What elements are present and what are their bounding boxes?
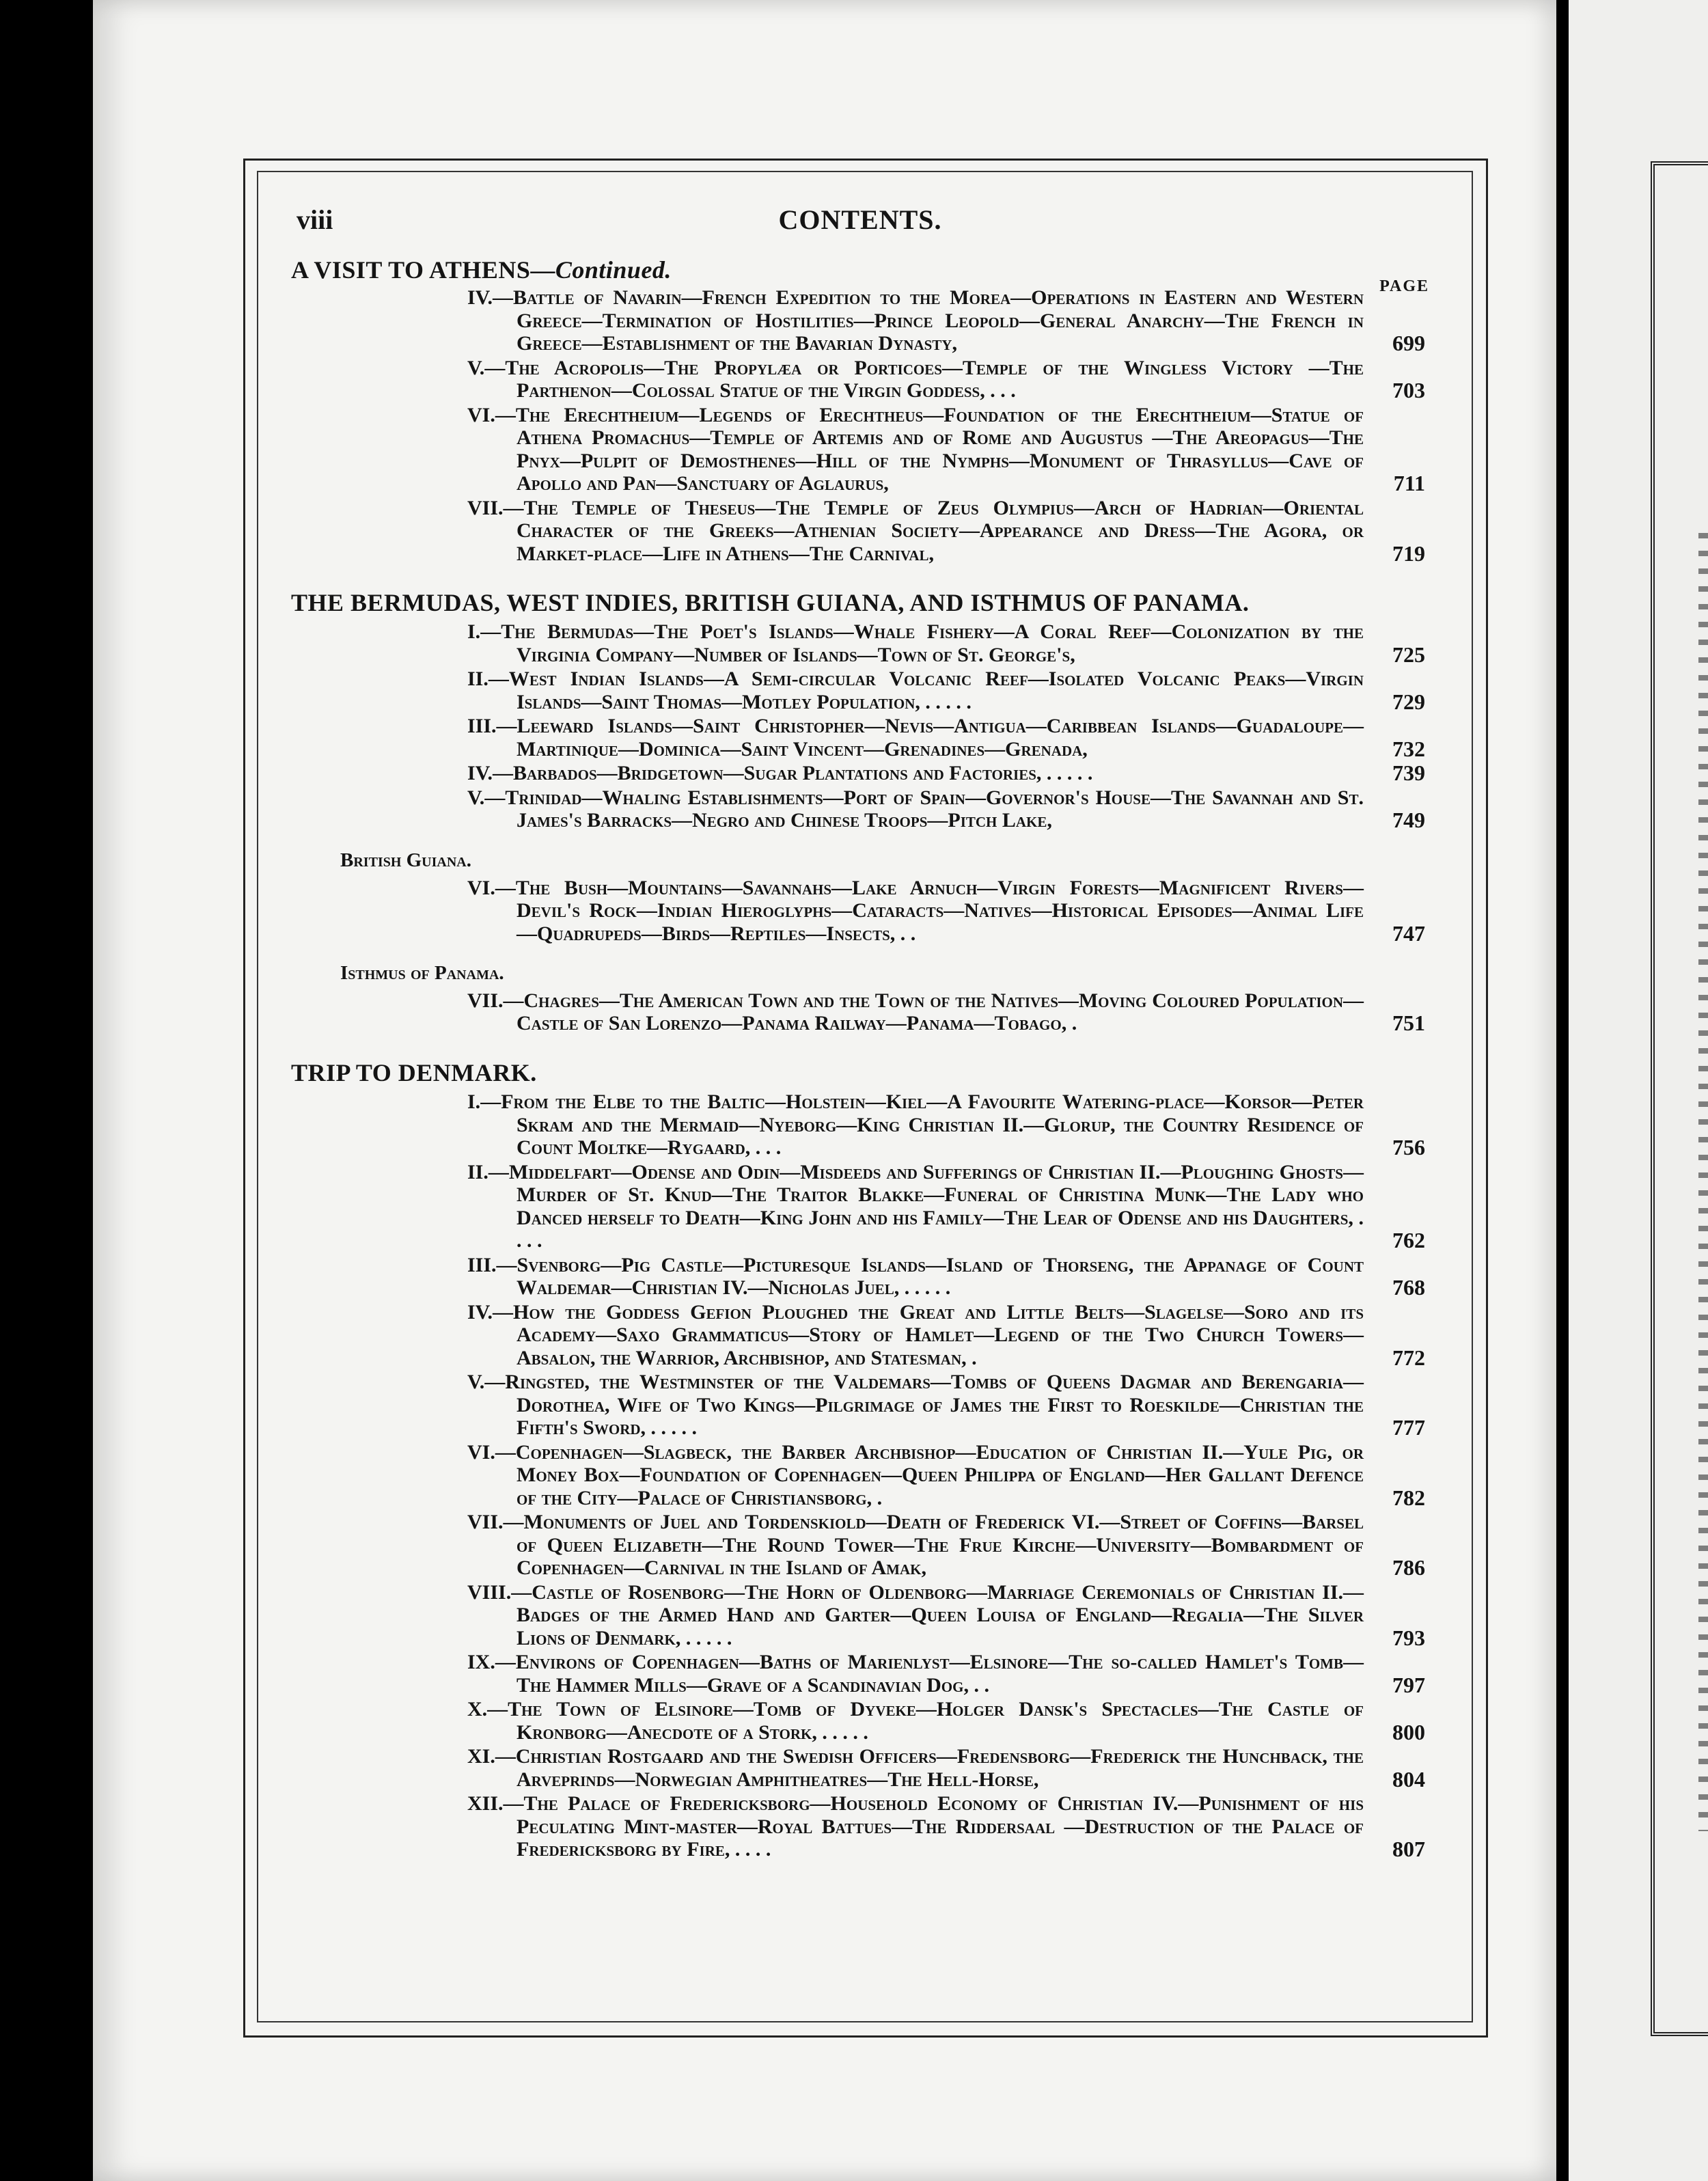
chapter-summary: —Castle of Rosenborg—The Horn of Oldenborg—Marriage Ceremonials of Christian II.—Badges of the Armed Hand and Garter—Queen Louisa of England—Regalia—The Silver Lions of Denmark, . . . . .: [511, 1580, 1364, 1649]
section-title-text: THE BERMUDAS, WEST INDIES, BRITISH GUIANA, AND ISTHMUS OF PANAMA.: [291, 589, 1250, 617]
toc-entry: [291, 1581, 1429, 1650]
chapter-summary: —Barbados—Bridgetown—Sugar Plantations and Factories, . . . . .: [492, 762, 1093, 785]
toc-entry: [291, 989, 1429, 1035]
page-number: 762: [1392, 1228, 1425, 1253]
page-number: 749: [1392, 808, 1425, 833]
chapter-summary: —Ringsted, the Westminster of the Valdemars—Tombs of Queens Dagmar and Berengaria—Dorothea, Wife of Two Kings—Pilgrimage of James the First to Roeskilde—Christian the Fifth's Sword, . . . . .: [484, 1371, 1364, 1440]
toc-entry: [291, 1090, 1429, 1160]
page-number: 800: [1392, 1719, 1425, 1744]
chapter-summary: —The Erechtheium—Legends of Erechtheus—Foundation of the Erechtheium—Statue of Athena Promachus—Temple of Artemis and of Rome and Augustus —The Areopagus—The Pnyx—Pulpit of Demosthenes—Hill of the Nymphs—Monument of Thrasyllus—Cave of Apollo and Pan—Sanctuary of Aglaurus,: [495, 403, 1364, 495]
chapter-summary: —Monuments of Juel and Tordenskiold—Death of Frederick VI.—Street of Coffins—Barsel of Queen Elizabeth—The Round Tower—The Frue Kirche—University—Bombardment of Copenhagen—Carnival in the Island of Amak,: [503, 1511, 1364, 1580]
toc-entry: [291, 1792, 1429, 1861]
page-number: 797: [1392, 1672, 1425, 1697]
chapter-number: IV.: [467, 286, 493, 310]
page-number: 732: [1392, 736, 1425, 761]
page-number: 719: [1392, 540, 1425, 566]
toc-entry: [291, 786, 1429, 832]
toc-entry: [291, 762, 1429, 785]
toc-entry: [291, 715, 1429, 760]
chapter-number: V.: [467, 356, 485, 379]
page-column-label: PAGE: [1379, 277, 1429, 295]
page-number: 777: [1392, 1415, 1425, 1440]
chapter-number: VI.: [467, 876, 495, 899]
chapter-summary: —Leeward Islands—Saint Christopher—Nevis—Antigua—Caribbean Islands—Guadaloupe—Martinique—Dominica—Saint Vincent—Grenadines—Grenada,: [496, 715, 1364, 760]
toc-entry: [291, 1301, 1429, 1370]
toc-entry: [291, 1698, 1429, 1744]
page-title: CONTENTS.: [778, 204, 942, 235]
toc-entry: [291, 497, 1429, 566]
chapter-number: VIII.: [467, 1580, 512, 1604]
facing-page-edge: [1569, 0, 1708, 2181]
toc-entry: [291, 620, 1429, 666]
page-number: 725: [1392, 642, 1425, 667]
chapter-summary: —Chagres—The American Town and the Town of the Natives—Moving Coloured Population—Castle of San Lorenzo—Panama Railway—Panama—Tobago, .: [503, 989, 1364, 1035]
chapter-summary: —The Temple of Theseus—The Temple of Zeus Olympius—Arch of Hadrian—Oriental Character of the Greeks—Athenian Society—Appearance and Dress—The Agora, or Market-place—Life in Athens—The Carnival,: [503, 496, 1364, 565]
page-number: 807: [1392, 1837, 1425, 1862]
chapter-summary: —The Palace of Fredericksborg—Household Economy of Christian IV.—Punishment of his Peculating Mint-master—Royal Battues—The Riddersaal —Destruction of the Palace of Fredericksborg by Fire, . . . .: [503, 1792, 1364, 1861]
toc-entry: [291, 1651, 1429, 1697]
toc-entry: [291, 1161, 1429, 1252]
toc-entry: [291, 1441, 1429, 1510]
chapter-number: VI.: [467, 403, 495, 426]
page-number: 747: [1392, 920, 1425, 946]
chapter-summary: —Christian Rostgaard and the Swedish Officers—Fredensborg—Frederick the Hunchback, the Arveprinds—Norwegian Amphitheatres—The Hell-Horse,: [495, 1745, 1364, 1791]
chapter-summary: —How the Goddess Gefion Ploughed the Great and Little Belts—Slagelse—Soro and its Academy—Saxo Grammaticus—Story of Hamlet—Legend of the Two Church Towers—Absalon, the Warrior, Archbishop, and Statesman, .: [492, 1300, 1364, 1369]
toc-entry: [291, 1254, 1429, 1300]
chapter-number: V.: [467, 786, 485, 809]
toc-entry: [291, 404, 1429, 495]
page-number: 804: [1392, 1766, 1425, 1792]
chapter-summary: —Svenborg—Pig Castle—Picturesque Islands—Island of Thorseng, the Appanage of Count Waldemar—Christian IV.—Nicholas Juel, . . . . .: [496, 1253, 1364, 1300]
subsection-heading: Isthmus of Panama.: [340, 962, 504, 985]
section-title: [291, 256, 1429, 285]
chapter-summary: —Trinidad—Whaling Establishments—Port of Spain—Governor's House—The Savannah and St. James's Barracks—Negro and Chinese Troops—Pitch Lake,: [484, 786, 1364, 832]
page-number: 772: [1392, 1345, 1425, 1370]
chapter-summary: —Copenhagen—Slagbeck, the Barber Archbishop—Education of Christian II.—Yule Pig, or Money Box—Foundation of Copenhagen—Queen Philippa of England—Her Gallant Defence of the City—Palace of Christiansborg, .: [495, 1440, 1364, 1509]
page-number: 751: [1392, 1011, 1425, 1036]
toc-entry: [291, 286, 1429, 355]
chapter-number: IV.: [467, 1300, 493, 1323]
chapter-number: VI.: [467, 1440, 495, 1464]
contents-page: [291, 204, 1429, 1863]
page-number: 703: [1392, 378, 1425, 403]
page-number: 739: [1392, 760, 1425, 786]
toc-entry: [291, 877, 1429, 946]
chapter-number: X.: [467, 1698, 488, 1721]
chapter-number: XII.: [467, 1792, 504, 1815]
page-number: 786: [1392, 1555, 1425, 1580]
chapter-number: II.: [467, 1160, 488, 1183]
toc-entry: [291, 1745, 1429, 1791]
chapter-summary: —Environs of Copenhagen—Baths of Marienlyst—Elsinore—The so-called Hamlet's Tomb—The Hammer Mills—Grave of a Scandinavian Dog, . .: [495, 1651, 1364, 1697]
chapter-number: II.: [467, 668, 488, 691]
chapter-number: XI.: [467, 1745, 495, 1768]
chapter-number: IX.: [467, 1651, 495, 1674]
chapter-number: III.: [467, 715, 497, 738]
chapter-summary: —Battle of Navarin—French Expedition to the Morea—Operations in Eastern and Western Greece—Termination of Hostilities—Prince Leopold—General Anarchy—The French in Greece—Establishment of the Bavarian Dynasty,: [492, 286, 1364, 355]
section-title-text: TRIP TO DENMARK.: [291, 1058, 537, 1086]
section-title: [291, 588, 1429, 618]
chapter-summary: —West Indian Islands—A Semi-circular Volcanic Reef—Isolated Volcanic Peaks—Virgin Islands—Saint Thomas—Motley Population, . . . . .: [488, 668, 1364, 713]
section-continued: Continued.: [555, 256, 672, 284]
chapter-summary: —The Town of Elsinore—Tomb of Dyveke—Holger Dansk's Spectacles—The Castle of Kronborg—Anecdote of a Stork, . . . . .: [487, 1698, 1364, 1744]
toc-entry: [291, 1371, 1429, 1440]
chapter-summary: —The Bermudas—The Poet's Islands—Whale Fishery—A Coral Reef—Colonization by the Virginia Company—Number of Islands—Town of St. George's,: [480, 620, 1364, 666]
chapter-number: I.: [467, 620, 481, 644]
chapter-number: IV.: [467, 762, 493, 785]
subsection-heading: British Guiana.: [340, 849, 471, 871]
table-of-contents: [291, 256, 1429, 1861]
page-number: 699: [1392, 331, 1425, 356]
folio-number: viii: [297, 204, 333, 235]
page-number: 782: [1392, 1485, 1425, 1510]
section-title-text: A VISIT TO ATHENS—: [291, 256, 555, 284]
page-number: 711: [1393, 471, 1425, 496]
page-number: 756: [1392, 1135, 1425, 1160]
chapter-summary: —The Bush—Mountains—Savannahs—Lake Arnuch—Virgin Forests—Magnificent Rivers—Devil's Rock—Indian Hieroglyphs—Cataracts—Natives—Historical Episodes—Animal Life—Quadrupeds—Birds—Reptiles—Insects, . .: [495, 876, 1364, 945]
chapter-summary: —The Acropolis—The Propylæa or Porticoes—Temple of the Wingless Victory —The Parthenon—Colossal Statue of the Virgin Goddess, . . .: [484, 356, 1364, 402]
page-number: 768: [1392, 1275, 1425, 1300]
chapter-number: VII.: [467, 989, 504, 1012]
chapter-number: V.: [467, 1371, 485, 1394]
chapter-number: I.: [467, 1090, 481, 1114]
chapter-number: VII.: [467, 1511, 504, 1534]
toc-entry: [291, 1511, 1429, 1580]
page-number: 729: [1392, 689, 1425, 714]
chapter-number: VII.: [467, 496, 504, 519]
chapter-number: III.: [467, 1253, 497, 1276]
section-title: [291, 1058, 1429, 1088]
running-head: [291, 204, 1429, 246]
page-number: 793: [1392, 1625, 1425, 1650]
toc-entry: [291, 357, 1429, 402]
toc-entry: [291, 668, 1429, 713]
chapter-summary: —Middelfart—Odense and Odin—Misdeeds and Sufferings of Christian II.—Ploughing Ghosts—Murder of St. Knud—The Traitor Blakke—Funeral of Christina Munk—The Lady who Danced herself to Death—King John and his Family—The Lear of Odense and his Daughters, . . . .: [488, 1160, 1364, 1252]
chapter-summary: —From the Elbe to the Baltic—Holstein—Kiel—A Favourite Watering-place—Korsor—Peter Skram and the Mermaid—Nyeborg—King Christian II.—Glorup, the Country Residence of Count Moltke—Rygaard, . . .: [480, 1090, 1364, 1160]
